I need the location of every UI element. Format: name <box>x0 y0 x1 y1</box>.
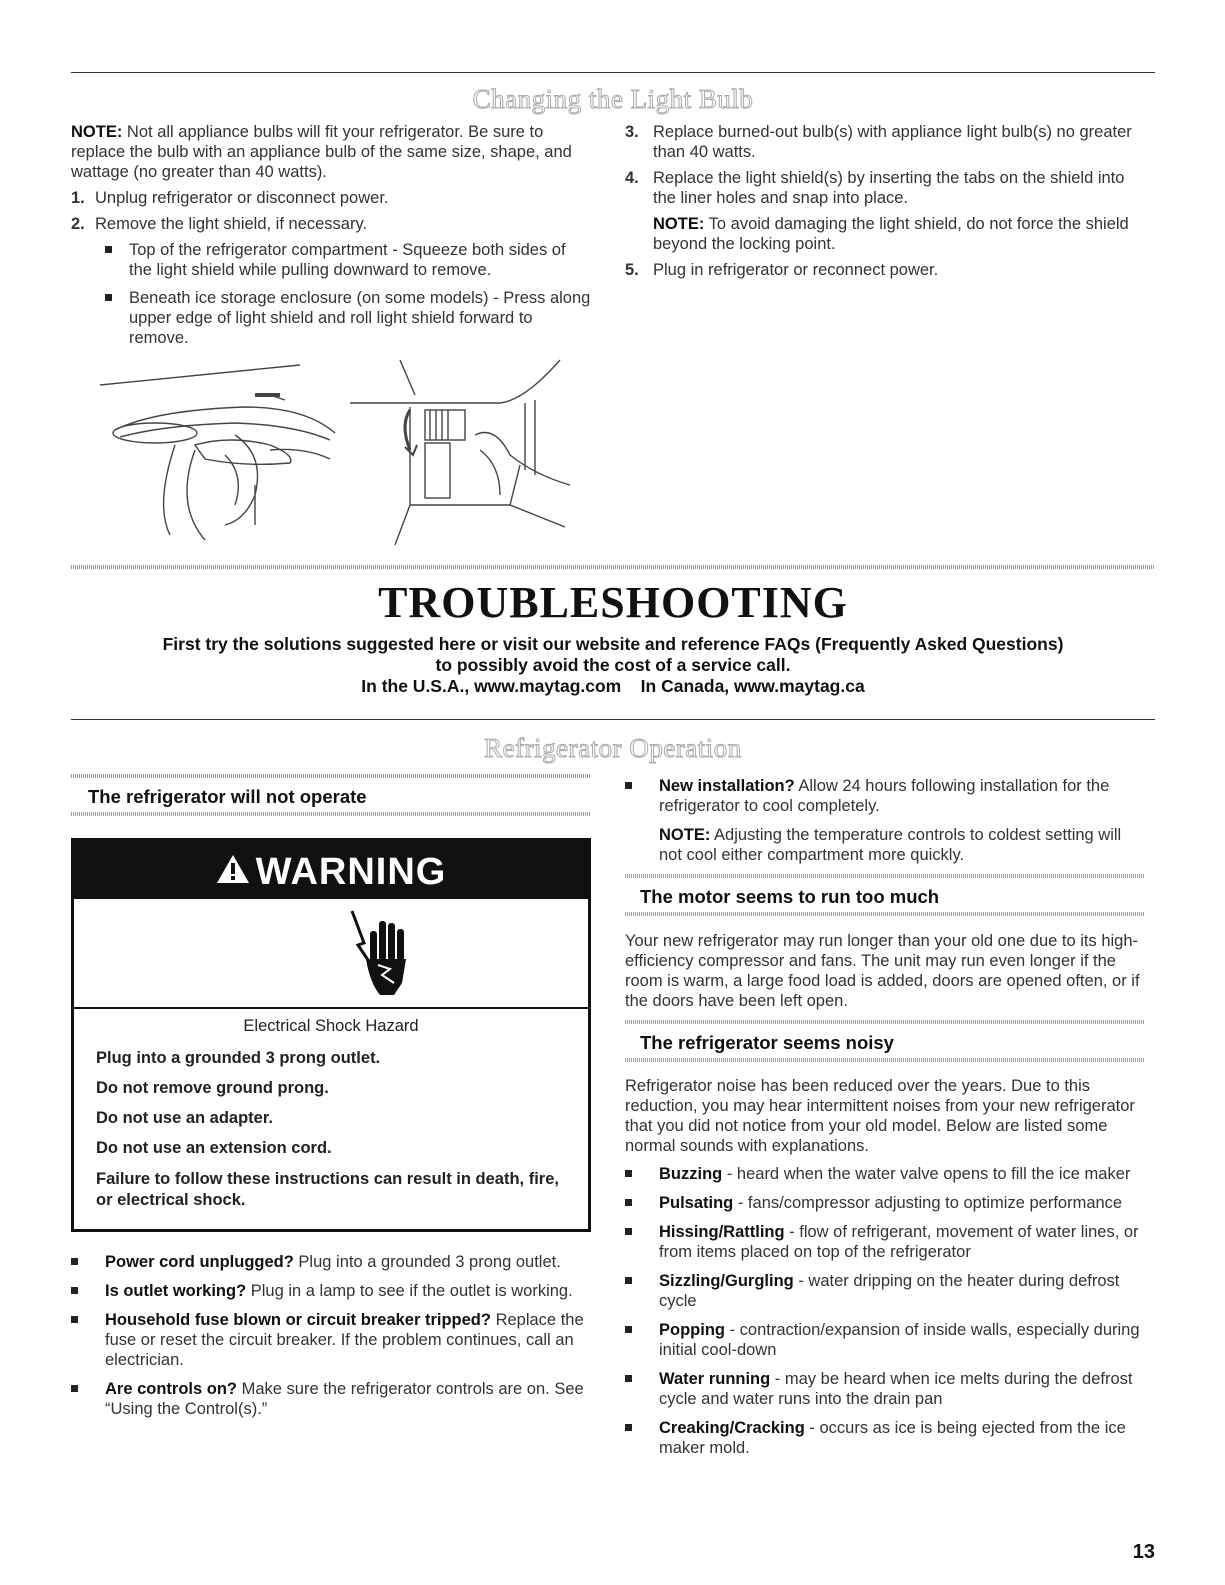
bulb-step-3: 3. Replace burned-out bulb(s) with appliance light bulb(s) no greater than 40 watts. <box>625 123 1132 161</box>
list-item: Water running - may be heard when ice melts during the defrost cycle and water runs into the drain pan <box>625 1369 1145 1409</box>
warning-triangle-icon <box>216 843 250 901</box>
bullet-icon <box>625 1170 632 1177</box>
troubleshooting-divider <box>71 565 1155 569</box>
subhead-hatch <box>625 1020 1145 1024</box>
new-installation <box>625 776 1145 871</box>
list-item: Hissing/Rattling - flow of refrigerant, movement of water lines, or from items placed on top of the refrigerator <box>625 1222 1145 1262</box>
list-item: Sizzling/Gurgling - water dripping on the heater during defrost cycle <box>625 1271 1145 1311</box>
bullet-icon <box>625 1326 632 1333</box>
bullet-icon <box>625 1277 632 1284</box>
bullet-icon <box>625 782 632 789</box>
bullet-icon <box>71 1316 78 1323</box>
subhead-hatch <box>625 874 1145 878</box>
bulb-step-4: 4. Replace the light shield(s) by inserting the tabs on the shield into the liner holes and snap into place. <box>625 169 1125 207</box>
operation-rule <box>71 719 1155 720</box>
warning-divider <box>74 1007 588 1009</box>
list-item: Pulsating - fans/compressor adjusting to optimize performance <box>625 1193 1145 1213</box>
warning-text: Electrical Shock Hazard Plug into a grounded 3 prong outlet. Do not remove ground prong. Do not use an adapter. Do not use an extension cord. Failure to follow these instructions can result in death, fire, or electrical shock. <box>96 1017 559 1209</box>
light-shield-illustration <box>95 355 365 545</box>
ice-storage-shield-illustration <box>350 355 580 545</box>
list-item: Are controls on? Make sure the refrigerator controls are on. See “Using the Control(s).” <box>71 1379 591 1419</box>
list-item: Household fuse blown or circuit breaker tripped? Replace the fuse or reset the circuit breaker. If the problem continues, call an electrician. <box>71 1310 591 1370</box>
noisy-section: Refrigerator noise has been reduced over the years. Due to this reduction, you may hear intermittent noises from your new refrigerator that you did not notice from your old model. Below are listed some normal sounds with explanations. Buzzing - heard when the water valve opens to fill the ice maker Pulsating - fans/compressor adjusting to optimize performance Hissing/Rattling - flow of refrigerant, movement of water lines, or from items placed on top of the refrigerator Sizzling/Gurgling - water dripping on the heater during defrost cycle Popping - contraction/expansion of inside walls, especially during initial cool-down Water running - may be heard when ice melts during the defrost cycle and water runs into the drain pan Creaking/Cracking - occurs as ice is being ejected from the ice maker mold. <box>625 1076 1145 1467</box>
list-item: Buzzing - heard when the water valve opens to fill the ice maker <box>625 1164 1145 1184</box>
new-installation-note: NOTE: Adjusting the temperature controls to coldest setting will not cool either compartment more quickly. <box>659 826 1122 864</box>
bulb-right-column <box>625 122 1140 286</box>
bullet-icon <box>625 1375 632 1382</box>
bulb-note: NOTE: Not all appliance bulbs will fit your refrigerator. Be sure to replace the bulb with an appliance bulb of the same size, shape, and wattage (no greater than 40 watts). <box>71 123 572 181</box>
heading-will-not-operate: The refrigerator will not operate <box>88 786 367 807</box>
subhead-hatch <box>625 1058 1145 1062</box>
bulb-note-2: NOTE: To avoid damaging the light shield, do not force the shield beyond the locking point. <box>653 215 1129 253</box>
heading-motor: The motor seems to run too much <box>640 886 940 907</box>
motor-text: Your new refrigerator may run longer than your old one due to its high-efficiency compressor and fans. The unit may run even longer if the room is warm, a large food load is added, doors are opened often, or if the doors have been left open. <box>625 932 1140 1010</box>
bullet-icon <box>71 1258 78 1265</box>
bulb-sub-bullet: Beneath ice storage enclosure (on some models) - Press along upper edge of light shield and roll light shield forward to remove. <box>71 288 591 348</box>
heading-noisy: The refrigerator seems noisy <box>640 1032 894 1053</box>
electrical-hand-icon <box>344 903 414 1008</box>
bulb-step-5: 5. Plug in refrigerator or reconnect power. <box>625 261 939 279</box>
bullet-icon <box>71 1287 78 1294</box>
bullet-icon <box>105 294 112 301</box>
bullet-icon <box>105 246 112 253</box>
list-item: New installation? Allow 24 hours following installation for the refrigerator to cool completely. <box>625 776 1145 816</box>
warning-box <box>71 838 591 1232</box>
bulb-left-column <box>71 122 591 356</box>
troubleshooting-title: TROUBLESHOOTING <box>378 578 848 627</box>
subhead-hatch <box>625 912 1145 916</box>
bullet-icon <box>625 1228 632 1235</box>
will-not-operate-list <box>71 1252 591 1428</box>
list-item: Is outlet working? Plug in a lamp to see if the outlet is working. <box>71 1281 591 1301</box>
warning-header: WARNING <box>74 841 588 899</box>
section-title-operation: Refrigerator Operation <box>484 733 742 763</box>
bullet-icon <box>625 1199 632 1206</box>
subhead-hatch <box>71 812 591 816</box>
subhead-hatch <box>71 774 591 778</box>
bulb-sub-bullet: Top of the refrigerator compartment - Squeeze both sides of the light shield while pulling downward to remove. <box>71 240 591 280</box>
list-item: Creaking/Cracking - occurs as ice is being ejected from the ice maker mold. <box>625 1418 1145 1458</box>
troubleshooting-intro: First try the solutions suggested here or visit our website and reference FAQs (Frequently Asked Questions) to possibly avoid the cost of a service call. In the U.S.A., www.maytag.com In Canada, www.maytag.ca <box>162 634 1064 696</box>
bulb-step-2: 2. Remove the light shield, if necessary. <box>71 215 368 233</box>
page-number: 13 <box>1132 1541 1155 1563</box>
section-title-bulb: Changing the Light Bulb <box>472 84 754 114</box>
bullet-icon <box>71 1385 78 1392</box>
top-rule <box>71 72 1155 73</box>
list-item: Power cord unplugged? Plug into a grounded 3 prong outlet. <box>71 1252 591 1272</box>
bulb-step-1: 1. Unplug refrigerator or disconnect power. <box>71 189 389 207</box>
bullet-icon <box>625 1424 632 1431</box>
list-item: Popping - contraction/expansion of inside walls, especially during initial cool-down <box>625 1320 1145 1360</box>
